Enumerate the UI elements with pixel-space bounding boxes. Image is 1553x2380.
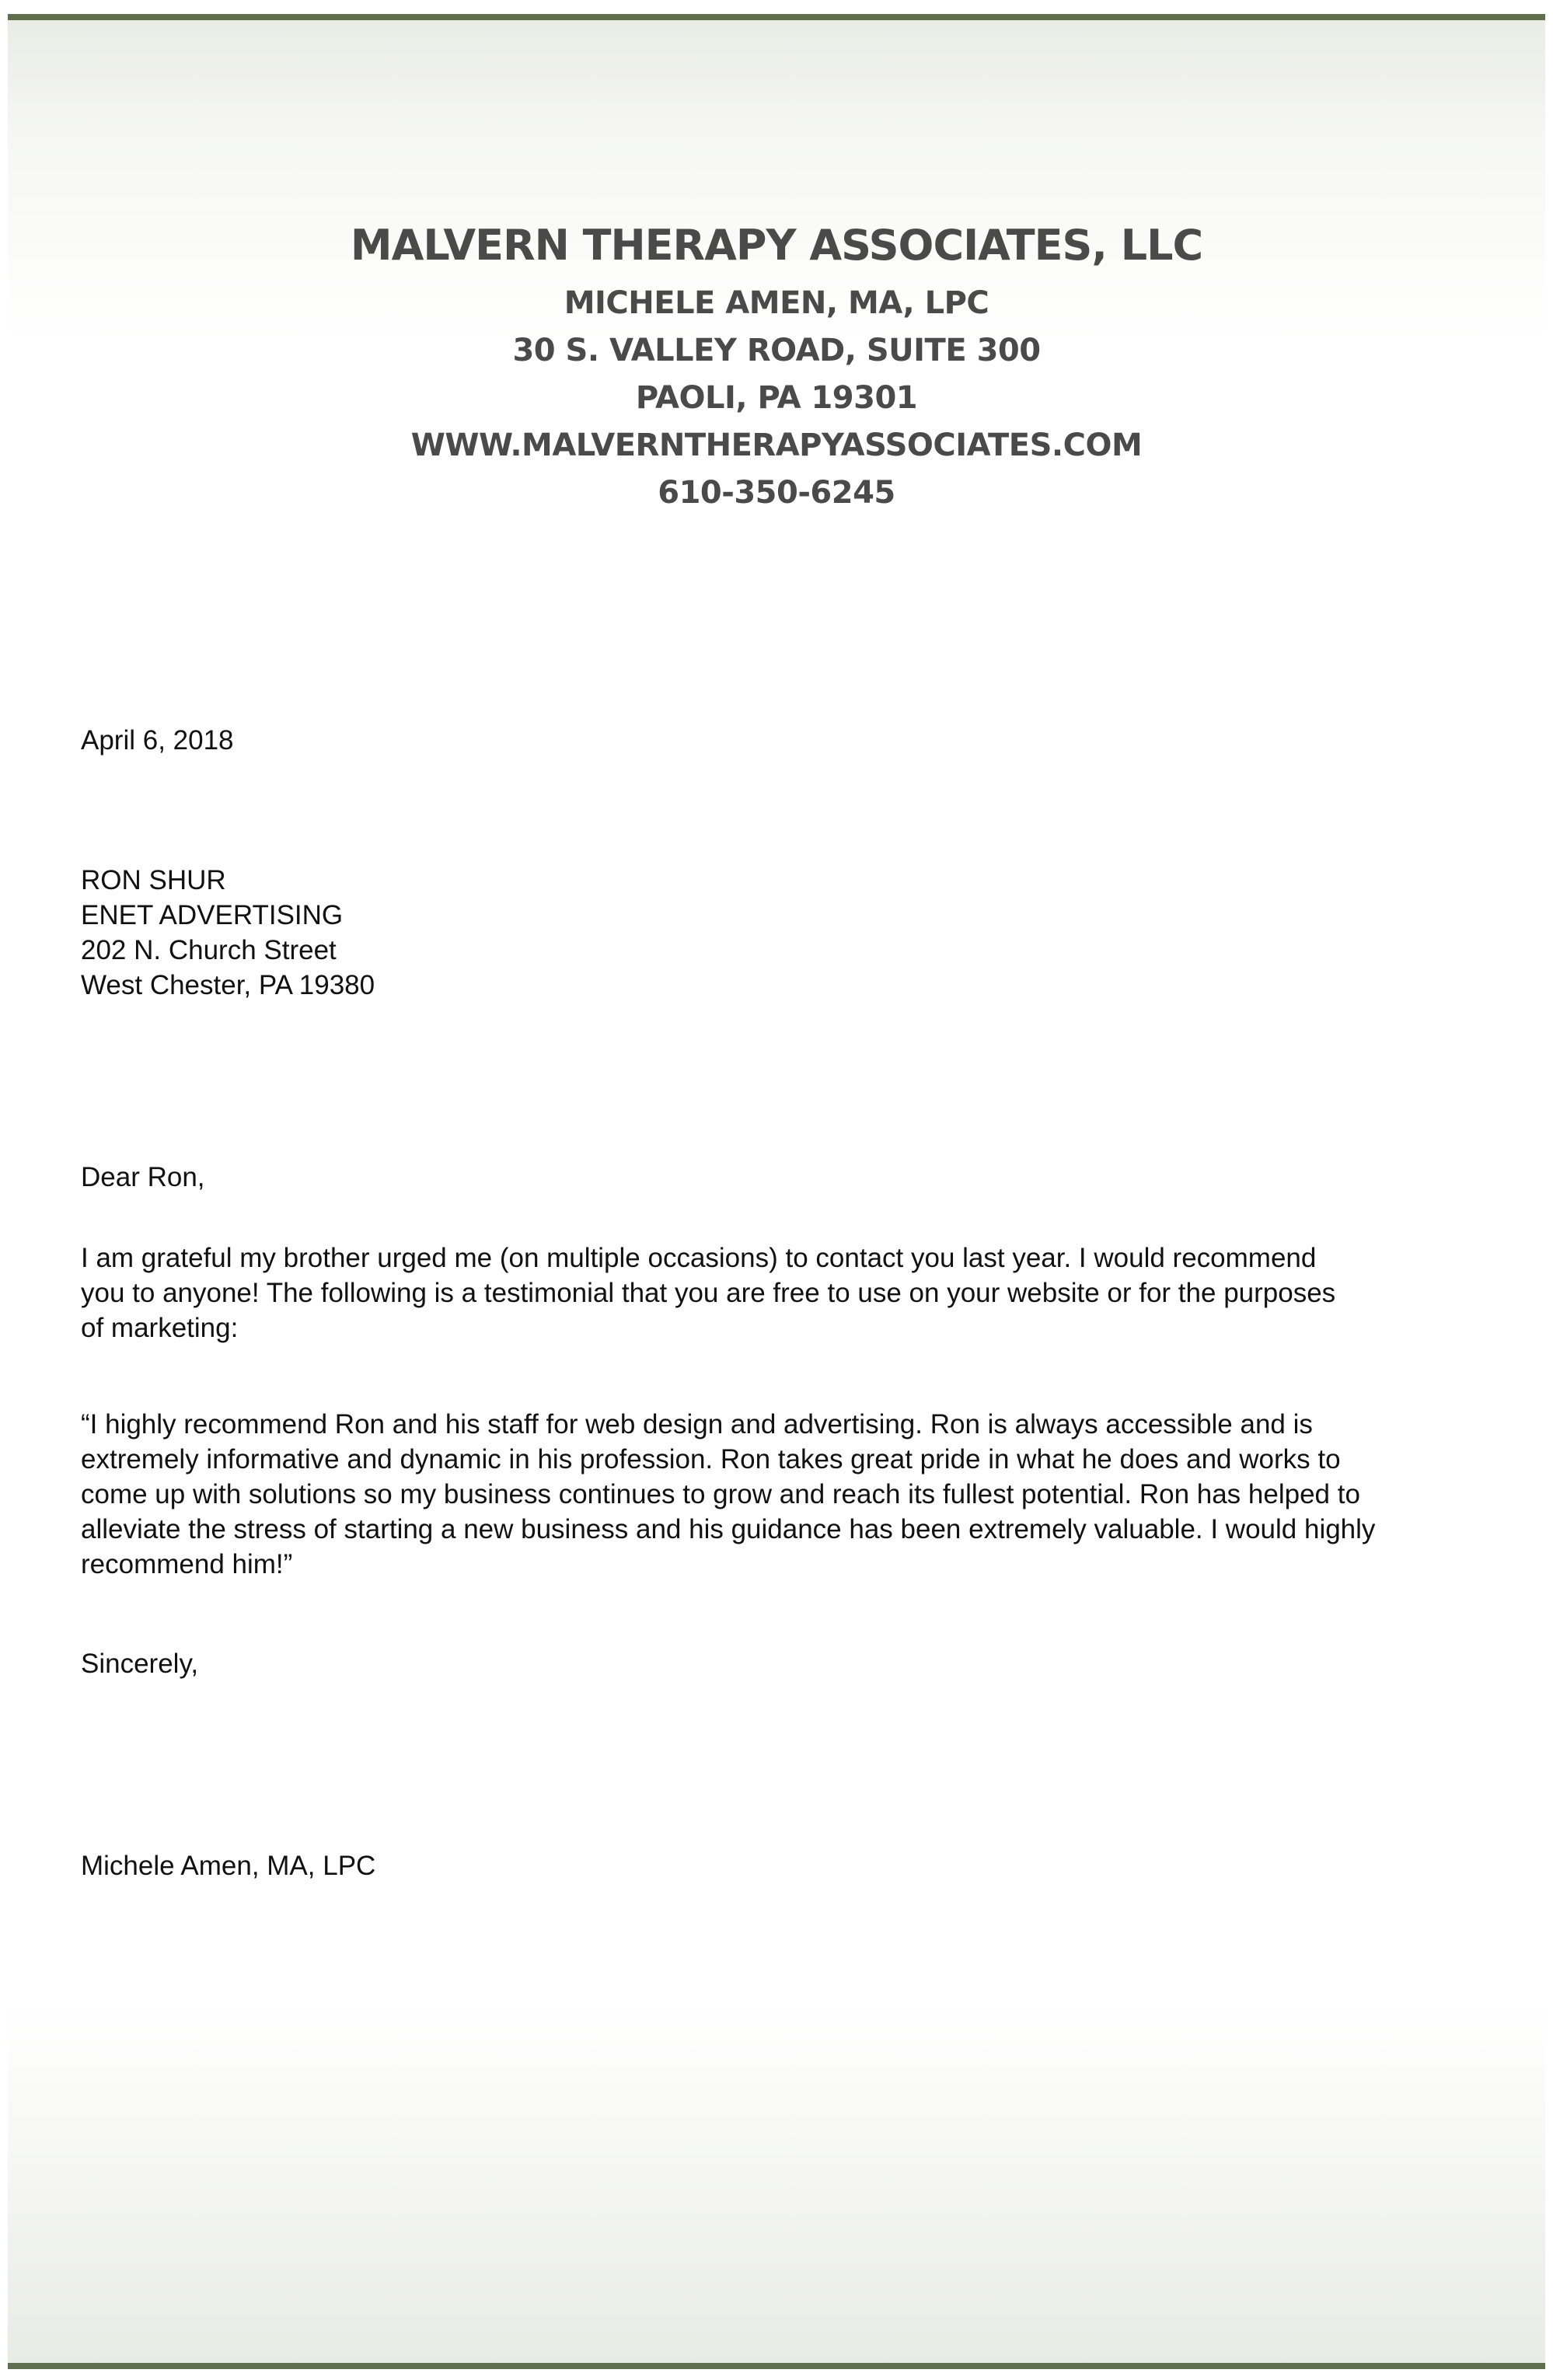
recipient-block [81,863,1480,1003]
letter-date: April 6, 2018 [81,725,234,756]
top-border-rule [8,14,1545,20]
intro-paragraph [81,1241,1480,1345]
testimonial-line: recommend him!” [81,1549,293,1579]
testimonial-line: alleviate the stress of starting a new business and his guidance has been extremely valuable. I would highly [81,1514,1376,1544]
website: WWW.MALVERNTHERAPYASSOCIATES.COM [410,427,1143,463]
address-line-2: PAOLI, PA 19301 [635,380,918,416]
recipient-street: 202 N. Church Street [81,935,337,965]
testimonial-line: extremely informative and dynamic in his profession. Ron takes great pride in what he does and works to [81,1444,1341,1474]
paragraph-line: of marketing: [81,1313,239,1343]
paragraph-line: I am grateful my brother urged me (on multiple occasions) to contact you last year. I would recommend [81,1243,1317,1273]
recipient-company: ENET ADVERTISING [81,900,344,930]
letterhead [8,211,1545,517]
testimonial-line: come up with solutions so my business continues to grow and reach its fullest potential. Ron has helped to [81,1479,1360,1509]
phone-number: 610-350-6245 [658,475,895,511]
signature-name: Michele Amen, MA, LPC [81,1851,376,1881]
testimonial-paragraph [81,1407,1480,1582]
company-name: MALVERN THERAPY ASSOCIATES, LLC [350,221,1203,270]
testimonial-line: “I highly recommend Ron and his staff for web design and advertising. Ron is always accessible and is [81,1409,1313,1440]
recipient-name: RON SHUR [81,865,226,895]
paragraph-line: you to anyone! The following is a testimonial that you are free to use on your website or for the purposes [81,1278,1336,1308]
salutation: Dear Ron, [81,1162,205,1192]
practitioner-name: MICHELE AMEN, MA, LPC [564,285,989,321]
bottom-border-rule [8,2363,1545,2369]
recipient-city: West Chester, PA 19380 [81,970,375,1000]
closing: Sincerely, [81,1649,199,1679]
address-line-1: 30 S. VALLEY ROAD, SUITE 300 [512,333,1041,368]
